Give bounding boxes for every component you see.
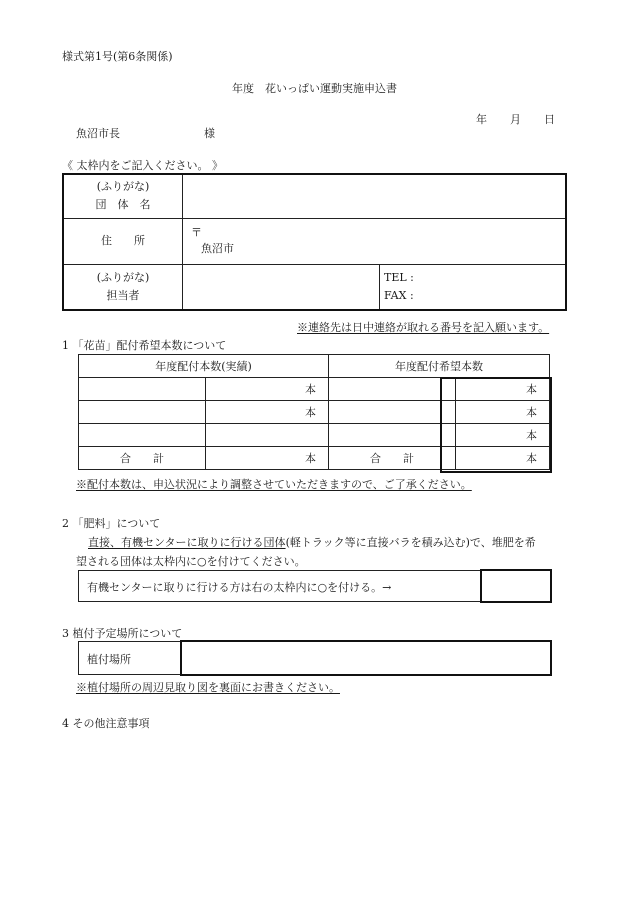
fertilizer-box-text: 有機センターに取りに行ける方は右の太枠内に○を付ける。→ [87,581,392,594]
request-cell-3a[interactable] [329,424,456,447]
actual-cell-3a[interactable] [79,424,206,447]
contact-furigana-label: (ふりがな) [96,270,150,284]
actual-total-unit: 本 [206,447,329,470]
request-unit-2: 本 [456,401,550,424]
section2-heading: 2 「肥料」について [62,517,161,530]
actual-count-header: 年度配付本数(実績) [79,355,329,378]
request-unit-1: 本 [456,378,550,401]
fertilizer-text-underlined: 直接、有機センターに取りに行ける団体 [88,536,286,549]
fertilizer-text-line1 [88,534,536,550]
page-title: 年度 花いっぱい運動実施申込書 [232,82,397,95]
postal-mark: 〒 [191,225,202,239]
date-year: 年 [476,113,487,126]
actual-cell-1a[interactable] [79,378,206,401]
address-city: 魚沼市 [201,241,234,255]
group-name-label-cell [63,174,183,218]
group-name-label: 団 体 名 [95,198,151,212]
section1-heading: 1 「花苗」配付希望本数について [62,339,227,352]
actual-cell-2a[interactable] [79,401,206,424]
planting-place-field[interactable] [180,640,552,676]
tel-label: TEL : [384,270,414,284]
fertilizer-text-rest: (軽トラック等に直接バラを積み込む)で、堆肥を希 [285,536,536,549]
planting-place-label: 植付場所 [87,653,131,666]
date-month: 月 [510,113,521,126]
address-label: 住 所 [63,218,183,264]
contact-name-field[interactable] [183,264,380,310]
contact-label: 担当者 [106,288,140,302]
request-cell-2a[interactable] [329,401,456,424]
addressee-name: 魚沼市長 [76,127,120,140]
actual-unit-2: 本 [206,401,329,424]
form-number: 様式第1号(第6条関係) [62,50,173,63]
contact-phone-cell[interactable] [380,264,567,310]
instruction-text: 《 太枠内をご記入ください。 》 [62,159,223,172]
section4-heading: 4 その他注意事項 [62,717,150,730]
contact-note: ※連絡先は日中連絡が取れる番号を記入願います。 [297,321,550,334]
group-name-furigana-label: (ふりがな) [96,180,150,194]
section3-heading: 3 植付予定場所について [62,627,183,640]
actual-unit-1: 本 [206,378,329,401]
group-name-field[interactable] [183,174,567,218]
addressee-honorific: 様 [204,127,215,140]
date-day: 日 [544,113,555,126]
address-field[interactable] [183,218,567,264]
actual-total-label: 合 計 [79,447,206,470]
request-unit-3: 本 [456,424,550,447]
request-total-label: 合 計 [329,447,456,470]
applicant-info-table [62,173,567,311]
fertilizer-text-line2: 望される団体は太枠内に○を付けてください。 [76,555,306,568]
seedling-note: ※配付本数は、申込状況により調整させていただきますので、ご了承ください。 [76,478,472,491]
fertilizer-mark-box[interactable] [480,569,552,603]
fax-label: FAX : [384,288,414,302]
planting-place-note: ※植付場所の周辺見取り図を裏面にお書きください。 [76,681,340,694]
actual-cell-3b[interactable] [206,424,329,447]
request-total-unit: 本 [456,447,550,470]
request-cell-1a[interactable] [329,378,456,401]
contact-label-cell [63,264,183,310]
request-input-frame [440,377,552,473]
request-count-header: 年度配付希望本数 [329,355,550,378]
